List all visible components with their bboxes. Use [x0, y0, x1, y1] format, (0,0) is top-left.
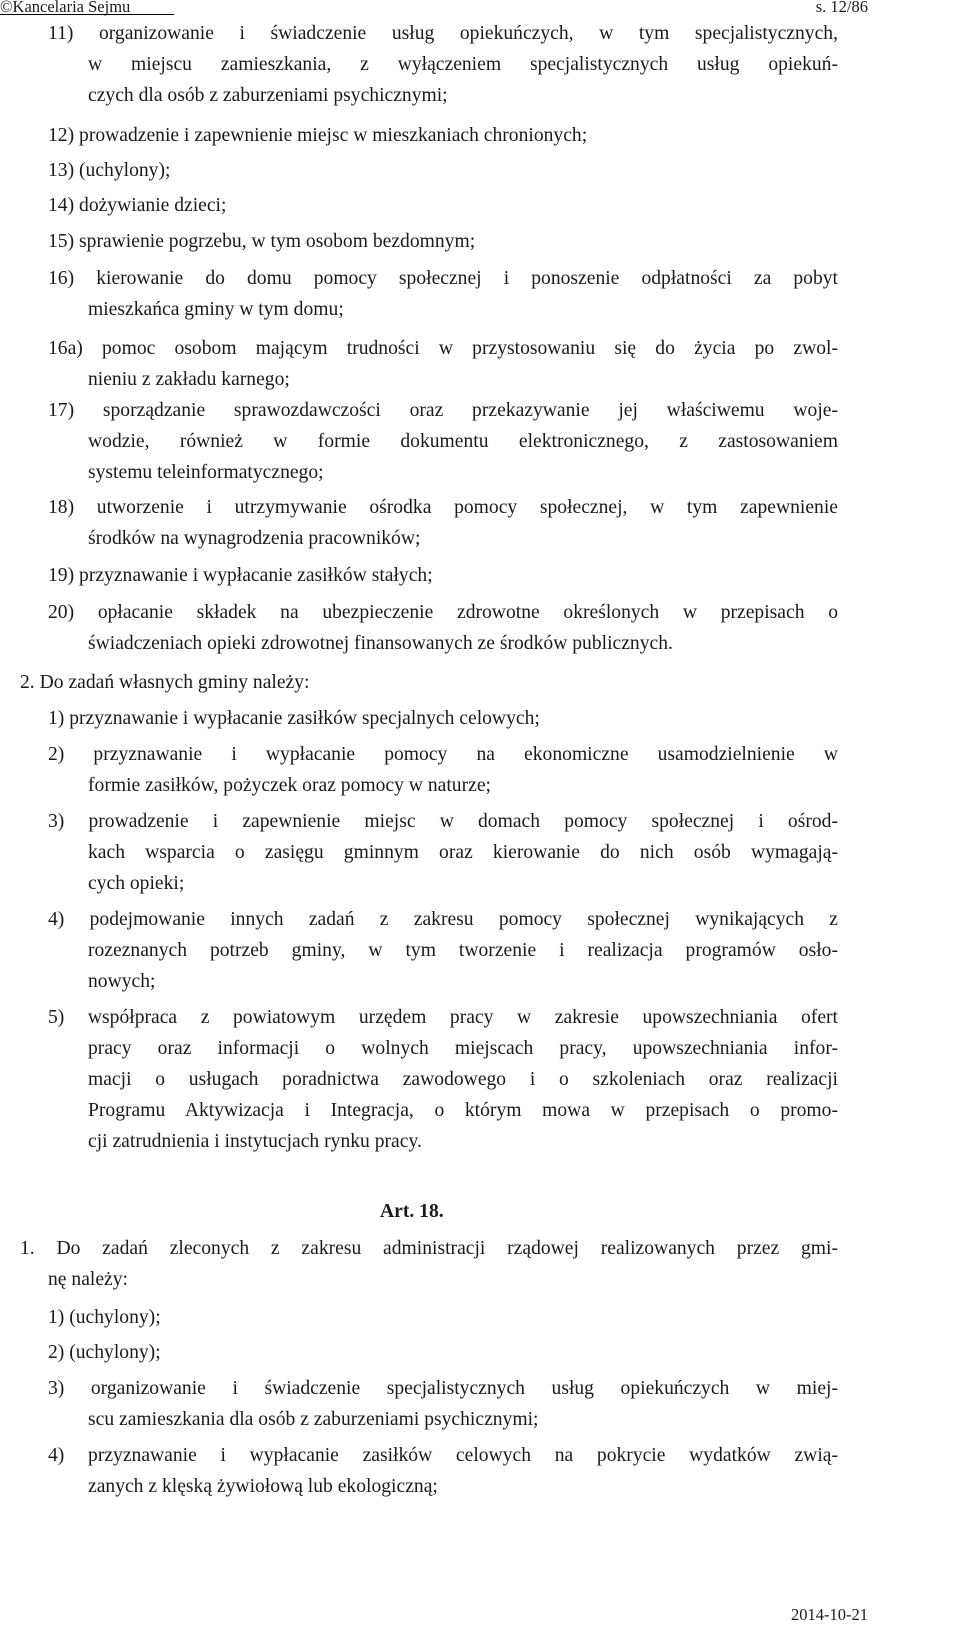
list-item-line: w miejscu zamieszkania, z wyłączeniem specjalistycznych usług opiekuń-: [88, 54, 838, 75]
header-rule: [0, 14, 174, 15]
list-item-line: pracy oraz informacji o wolnych miejscach pracy, upowszechniania infor-: [88, 1038, 838, 1059]
header-page-number: s. 12/86: [815, 0, 868, 16]
list-item-line: 15) sprawienie pogrzebu, w tym osobom bezdomnym;: [48, 231, 476, 252]
list-item: [88, 80, 838, 111]
list-item-line: nowych;: [88, 971, 156, 992]
list-item: [88, 426, 838, 457]
list-item-line: 2) (uchylony);: [48, 1342, 161, 1363]
list-item: [88, 1064, 838, 1095]
list-item: [88, 868, 838, 899]
list-item: [48, 904, 838, 935]
list-item-line: 14) dożywianie dzieci;: [48, 195, 227, 216]
paragraph-line: 1. Do zadań zleconych z zakresu administracji rządowej realizowanych przez gmi-: [20, 1238, 838, 1259]
list-item-line: rozeznanych potrzeb gminy, w tym tworzenie i realizacja programów osło-: [88, 940, 838, 961]
list-item: [88, 294, 838, 325]
list-item: [48, 120, 838, 151]
list-item: [88, 628, 838, 659]
list-item-line: świadczeniach opieki zdrowotnej finansowanych ze środków publicznych.: [88, 633, 673, 654]
list-item-line: scu zamieszkania dla osób z zaburzeniami psychicznymi;: [88, 1409, 539, 1430]
list-item-line: 13) (uchylony);: [48, 160, 171, 181]
list-item: [48, 190, 838, 221]
list-item-line: kach wsparcia o zasięgu gminnym oraz kierowanie do nich osób wymagają-: [88, 842, 838, 863]
list-item: [48, 1337, 838, 1368]
list-item: [48, 263, 838, 294]
paragraph: [48, 1264, 838, 1295]
list-item: [48, 560, 838, 591]
list-item: [48, 226, 838, 257]
list-item: [88, 1095, 838, 1126]
list-item: [88, 364, 838, 395]
list-item-line: 12) prowadzenie i zapewnienie miejsc w mieszkaniach chronionych;: [48, 125, 588, 146]
list-item: [48, 18, 838, 49]
list-item: [88, 49, 838, 80]
paragraph-heading: [20, 667, 838, 698]
list-item: [48, 333, 838, 364]
list-item: [88, 523, 838, 554]
list-item-line: formie zasiłków, pożyczek oraz pomocy w naturze;: [88, 775, 491, 796]
list-item-line: 19) przyznawanie i wypłacanie zasiłków stałych;: [48, 565, 433, 586]
list-item-line: 20) opłacanie składek na ubezpieczenie zdrowotne określonych w przepisach o: [48, 602, 838, 623]
list-item-line: 16) kierowanie do domu pomocy społecznej i ponoszenie odpłatności za pobyt: [48, 268, 838, 289]
list-item: [88, 770, 838, 801]
list-item-line: 16a) pomoc osobom mającym trudności w przystosowaniu się do życia po zwol-: [48, 338, 838, 359]
list-item: [88, 1126, 838, 1157]
paragraph: [20, 1233, 838, 1264]
list-item: [48, 395, 838, 426]
footer-date: 2014-10-21: [791, 1605, 868, 1624]
list-item-line: wodzie, również w formie dokumentu elektronicznego, z zastosowaniem: [88, 431, 838, 452]
list-item-line: 18) utworzenie i utrzymywanie ośrodka pomocy społecznej, w tym zapewnienie: [48, 497, 838, 518]
list-item-line: macji o usługach poradnictwa zawodowego i o szkoleniach oraz realizacji: [88, 1069, 838, 1090]
list-item-line: 1) przyznawanie i wypłacanie zasiłków specjalnych celowych;: [48, 708, 540, 729]
list-item-line: 3) prowadzenie i zapewnienie miejsc w domach pomocy społecznej i ośrod-: [48, 811, 838, 832]
list-item-line: 4) przyznawanie i wypłacanie zasiłków celowych na pokrycie wydatków zwią-: [48, 1445, 838, 1466]
list-item-line: nieniu z zakładu karnego;: [88, 369, 290, 390]
list-item: [48, 155, 838, 186]
list-item-line: 11) organizowanie i świadczenie usług opiekuńczych, w tym specjalistycznych,: [48, 23, 838, 44]
list-item: [88, 1471, 838, 1502]
list-item: [48, 1373, 838, 1404]
list-item-line: 17) sporządzanie sprawozdawczości oraz przekazywanie jej właściwemu woje-: [48, 400, 838, 421]
list-item: [88, 1404, 838, 1435]
list-item: [48, 739, 838, 770]
list-item: [48, 1002, 838, 1033]
list-item: [48, 492, 838, 523]
list-item-line: 5) współpraca z powiatowym urzędem pracy w zakresie upowszechniania ofert: [48, 1007, 838, 1028]
list-item-line: 4) podejmowanie innych zadań z zakresu pomocy społecznej wynikających z: [48, 909, 838, 930]
list-item: [88, 1033, 838, 1064]
list-item-line: 3) organizowanie i świadczenie specjalistycznych usług opiekuńczych w miej-: [48, 1378, 838, 1399]
list-item-line: cych opieki;: [88, 873, 185, 894]
list-item: [48, 806, 838, 837]
list-item-line: środków na wynagrodzenia pracowników;: [88, 528, 421, 549]
list-item-line: systemu teleinformatycznego;: [88, 462, 324, 483]
list-item-line: czych dla osób z zaburzeniami psychicznymi;: [88, 85, 448, 106]
list-item: [88, 966, 838, 997]
list-item: [48, 703, 838, 734]
paragraph-heading-line: 2. Do zadań własnych gminy należy:: [20, 672, 310, 693]
list-item-line: cji zatrudnienia i instytucjach rynku pracy.: [88, 1131, 422, 1152]
list-item: [48, 597, 838, 628]
list-item: [48, 1302, 838, 1333]
list-item-line: zanych z klęską żywiołową lub ekologiczną;: [88, 1476, 438, 1497]
list-item-line: 2) przyznawanie i wypłacanie pomocy na ekonomiczne usamodzielnienie w: [48, 744, 838, 765]
header-source: ©Kancelaria Sejmu: [0, 0, 131, 16]
list-item: [88, 837, 838, 868]
list-item-line: 1) (uchylony);: [48, 1307, 161, 1328]
article-heading: Art. 18.: [380, 1201, 444, 1222]
list-item-line: mieszkańca gminy w tym domu;: [88, 299, 344, 320]
paragraph-line: nę należy:: [48, 1269, 128, 1290]
list-item: [88, 457, 838, 488]
list-item: [48, 1440, 838, 1471]
list-item-line: Programu Aktywizacja i Integracja, o którym mowa w przepisach o promo-: [88, 1100, 838, 1121]
list-item: [88, 935, 838, 966]
